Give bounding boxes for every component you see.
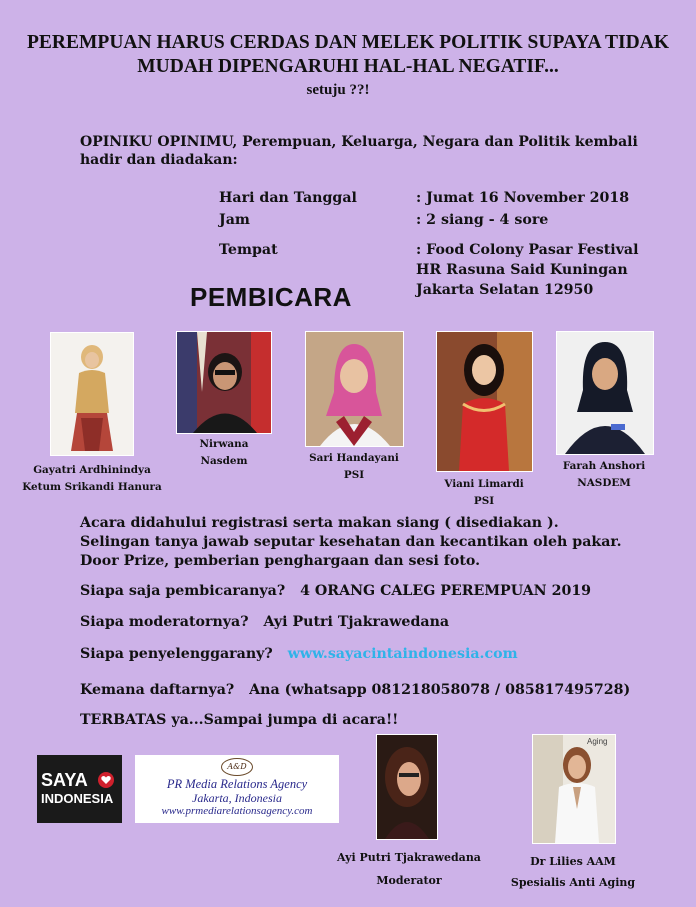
- agency-name: PR Media Relations Agency: [166, 777, 308, 791]
- speaker-caption-farah: [556, 458, 652, 492]
- pr-media-logo: [135, 755, 339, 823]
- speaker-photo-viani: [436, 331, 533, 472]
- woman-portrait-icon: [51, 333, 133, 455]
- woman-portrait-icon: [557, 332, 653, 454]
- headline-line-3: setuju ??!: [306, 82, 370, 98]
- date-value: : Jumat 16 November 2018: [416, 190, 630, 206]
- place-line-2: HR Rasuna Said Kuningan: [416, 262, 628, 278]
- headline-line-1: PEREMPUAN HARUS CERDAS DAN MELEK POLITIK SUPAYA TIDAK: [27, 32, 669, 53]
- woman-portrait-icon: [533, 735, 615, 843]
- agency-location: Jakarta, Indonesia: [192, 791, 282, 805]
- speaker-role: PSI: [343, 469, 365, 481]
- time-value: : 2 siang - 4 sore: [416, 212, 549, 228]
- woman-portrait-icon: [177, 332, 271, 433]
- speakers-heading: PEMBICARA: [190, 282, 352, 312]
- faq-question: Kemana daftarnya?: [80, 682, 235, 698]
- speaker-name: Farah Anshori: [562, 460, 646, 472]
- speaker-role: Nasdem: [200, 455, 248, 467]
- faq-answer: 4 ORANG CALEG PEREMPUAN 2019: [300, 583, 592, 599]
- faq-organizer: [80, 646, 518, 662]
- place-line-1: : Food Colony Pasar Festival: [416, 242, 639, 258]
- speaker-role: Ketum Srikandi Hanura: [22, 481, 162, 493]
- notes-line-3: Door Prize, pemberian penghargaan dan sesi foto.: [80, 553, 481, 569]
- speaker-photo-sari: [305, 331, 404, 447]
- moderator-name: Ayi Putri Tjakrawedana: [337, 851, 481, 864]
- speaker-name: Nirwana: [199, 438, 249, 450]
- speaker-role: PSI: [473, 495, 495, 507]
- speaker-name: Gayatri Ardhinindya: [33, 464, 151, 476]
- faq-answer: Ana (whatsapp 081218058078 / 085817495728): [249, 682, 631, 698]
- speaker-role: NASDEM: [577, 477, 631, 489]
- place-line-3: Jakarta Selatan 12950: [416, 282, 594, 298]
- expert-caption: [500, 851, 646, 893]
- logo-text-indonesia: INDONESIA: [41, 791, 114, 806]
- faq-question: Siapa saja pembicaranya?: [80, 583, 286, 599]
- notes-line-1: Acara didahului registrasi serta makan siang ( disediakan ).: [80, 515, 559, 531]
- speaker-photo-farah: [556, 331, 654, 455]
- time-label: Jam: [219, 212, 250, 228]
- agency-url: www.prmediarelationsagency.com: [161, 805, 313, 817]
- moderator-photo: [376, 734, 438, 840]
- moderator-role: Moderator: [376, 874, 442, 887]
- headline-line-2: MUDAH DIPENGARUHI HAL-HAL NEGATIF...: [137, 56, 559, 77]
- place-label: Tempat: [219, 242, 278, 258]
- expert-role: Spesialis Anti Aging: [510, 876, 636, 889]
- faq-question: Siapa penyelenggarany?: [80, 646, 273, 662]
- speaker-photo-nirwana: [176, 331, 272, 434]
- speaker-photo-gayatri: [50, 332, 134, 456]
- notes-line-2: Selingan tanya jawab seputar kesehatan dan kecantikan oleh pakar.: [80, 534, 622, 550]
- moderator-caption: [320, 846, 498, 892]
- woman-portrait-icon: [306, 332, 403, 446]
- expert-photo: [532, 734, 616, 844]
- speaker-caption-nirwana: [176, 436, 272, 470]
- speaker-caption-gayatri: [14, 462, 170, 496]
- woman-portrait-icon: [437, 332, 532, 471]
- speaker-name: Sari Handayani: [309, 452, 399, 464]
- faq-question: Siapa moderatornya?: [80, 614, 249, 630]
- intro-line-1: OPINIKU OPINIMU, Perempuan, Keluarga, Negara dan Politik kembali: [80, 134, 638, 150]
- speaker-name: Viani Limardi: [444, 478, 524, 490]
- faq-answer: Ayi Putri Tjakrawedana: [263, 614, 450, 630]
- heart-icon: [97, 771, 115, 789]
- agency-badge: A&D: [221, 758, 253, 776]
- date-label: Hari dan Tanggal: [219, 190, 357, 206]
- expert-name: Dr Lilies AAM: [530, 855, 616, 868]
- faq-speakers: [80, 583, 591, 599]
- logo-text-saya: SAYA: [41, 770, 88, 790]
- expert-badge: Aging: [587, 737, 608, 746]
- faq-registration: [80, 682, 630, 698]
- speaker-caption-viani: [434, 476, 534, 510]
- intro-line-2: hadir dan diadakan:: [80, 152, 238, 168]
- woman-portrait-icon: [377, 735, 437, 839]
- faq-moderator: [80, 614, 449, 630]
- closing-line: TERBATAS ya...Sampai jumpa di acara!!: [80, 712, 399, 728]
- organizer-link[interactable]: www.sayacintaindonesia.com: [287, 646, 518, 662]
- speaker-caption-sari: [300, 450, 408, 484]
- saya-indonesia-logo: [37, 755, 122, 823]
